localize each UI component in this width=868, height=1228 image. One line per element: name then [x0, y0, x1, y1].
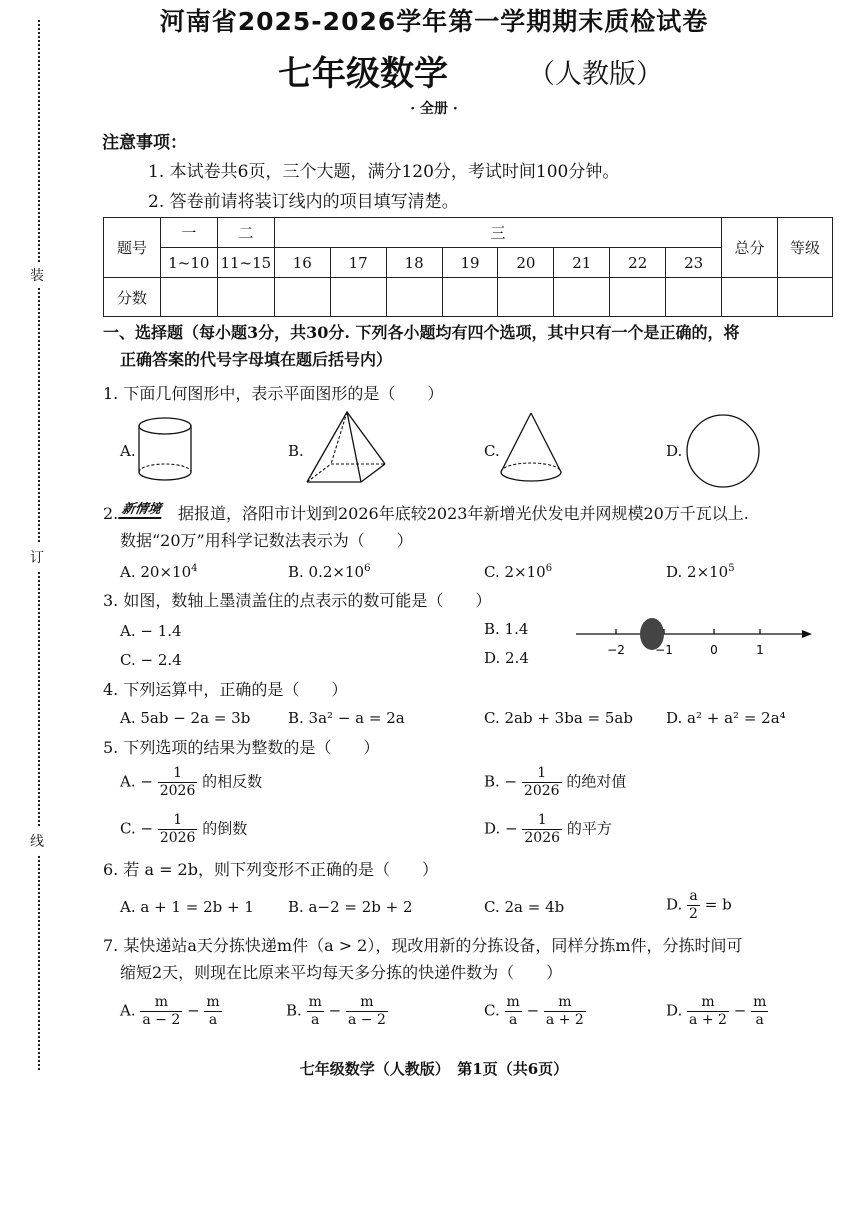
fraction: $\frac{a}{2}$ [689, 888, 698, 922]
q6-option-b: B. a−2 = 2b + 2 [288, 898, 413, 916]
q4-option-c: C. 2ab + 3ba = 5ab [484, 709, 633, 727]
binding-char-ding: 订 [30, 544, 44, 570]
notice-item-1: 1. 本试卷共6页，三个大题，满分120分，考试时间100分钟。 [148, 162, 620, 182]
cylinder-figure [136, 414, 196, 486]
q3-option-b: B. 1.4 [484, 620, 529, 638]
q5-option-d: D. − $\frac{1}{2026}$ 的平方 [484, 812, 612, 846]
q5-option-a: A. − $\frac{1}{2026}$ 的相反数 [120, 765, 263, 799]
score-cell[interactable] [274, 278, 330, 317]
notice-item-2: 2. 答卷前请将装订线内的项目填写清楚。 [148, 192, 459, 212]
row-label-score: 分数 [104, 278, 161, 317]
score-table [103, 217, 833, 317]
q4-option-b: B. 3a² − a = 2a [288, 709, 405, 727]
score-cell[interactable] [160, 278, 217, 317]
edition-label: （人教版） [528, 59, 663, 90]
tick-label-minus2: −2 [607, 643, 625, 657]
page-footer: 七年级数学（人教版） 第1页（共6页） [299, 1060, 569, 1078]
grade-header: 等级 [777, 218, 832, 278]
range-2: 11~15 [217, 248, 274, 278]
volume-label: · 全册 · [410, 101, 458, 117]
q7-option-b: B. $\frac{m}{a}$ − $\frac{m}{a - 2}$ [286, 994, 386, 1028]
q1-option-c: C. [484, 442, 500, 460]
section-2-header: 二 [217, 218, 274, 248]
tick-label-0: 0 [710, 643, 718, 657]
score-cell[interactable] [610, 278, 666, 317]
q7-option-c: C. $\frac{m}{a}$ − $\frac{m}{a + 2}$ [484, 994, 584, 1028]
tick-label-minus1: −1 [655, 643, 673, 657]
q7-stem: 7. 某快递站a天分拣快递m件（a > 2），现改用新的分拣设备，同样分拣m件，分拣时间可 [103, 936, 743, 955]
q2-stem-2: 数据“20万”用科学记数法表示为（ ） [120, 531, 413, 550]
q1-option-d: D. [666, 442, 683, 460]
q3-option-d: D. 2.4 [484, 649, 529, 667]
question-22: 22 [610, 248, 666, 278]
q3-stem: 3. 如图，数轴上墨渍盖住的点表示的数可能是（ ） [103, 591, 492, 610]
score-cell-grade[interactable] [777, 278, 832, 317]
score-cell[interactable] [442, 278, 498, 317]
q5-stem: 5. 下列选项的结果为整数的是（ ） [103, 738, 380, 757]
q5-option-b: B. − $\frac{1}{2026}$ 的绝对值 [484, 765, 627, 799]
q7-option-d: D. $\frac{m}{a + 2}$ − $\frac{m}{a}$ [666, 994, 767, 1028]
q1-option-a: A. [120, 442, 136, 460]
q4-option-a: A. 5ab − 2a = 3b [120, 709, 251, 727]
row-label-question: 题号 [104, 218, 161, 278]
q2-option-d: D. $2\times 10^5$ [666, 563, 735, 581]
q1-stem: 1. 下面几何图形中，表示平面图形的是（ ） [103, 384, 444, 403]
question-20: 20 [498, 248, 554, 278]
fraction: $\frac{1}{2026}$ [159, 812, 196, 846]
score-cell[interactable] [498, 278, 554, 317]
q2-stem: 据报道，洛阳市计划到2026年底较2023年新增光伏发电并网规模20万千瓦以上. [178, 504, 749, 523]
question-18: 18 [386, 248, 442, 278]
q3-option-a: A. − 1.4 [120, 622, 182, 640]
q6-option-d: D. $\frac{a}{2}$ = b [666, 888, 732, 922]
total-header: 总分 [722, 218, 778, 278]
question-21: 21 [554, 248, 610, 278]
new-context-badge: 新情境 [118, 498, 165, 519]
score-cell[interactable] [330, 278, 386, 317]
score-cell[interactable] [554, 278, 610, 317]
section-1-header: 一 [160, 218, 217, 248]
exam-title: 河南省2025-2026学年第一学期期末质检试卷 [159, 7, 709, 36]
binding-char-xian: 线 [30, 828, 44, 854]
question-17: 17 [330, 248, 386, 278]
fraction: $\frac{1}{2026}$ [523, 765, 560, 799]
tick-label-1: 1 [756, 643, 764, 657]
q7-stem-2: 缩短2天，则现在比原来平均每天多分拣的快递件数为（ ） [120, 963, 563, 982]
score-cell[interactable] [217, 278, 274, 317]
subject-title: 七年级数学 [278, 54, 448, 94]
q4-option-d: D. a² + a² = 2a⁴ [666, 709, 786, 727]
q6-option-c: C. 2a = 4b [484, 898, 565, 916]
q5-option-c: C. − $\frac{1}{2026}$ 的倒数 [120, 812, 248, 846]
range-1: 1~10 [160, 248, 217, 278]
q2-number: 2. [103, 504, 119, 523]
pyramid-figure [303, 410, 389, 488]
q2-option-c: C. $2\times 10^6$ [484, 563, 553, 581]
q3-option-c: C. − 2.4 [120, 651, 182, 669]
q6-option-a: A. a + 1 = 2b + 1 [120, 898, 254, 916]
fraction: $\frac{1}{2026}$ [159, 765, 196, 799]
section1-heading: 一、选择题（每小题3分，共30分. 下列各小题均有四个选项，其中只有一个是正确的，将 [103, 323, 740, 342]
score-cell-total[interactable] [722, 278, 778, 317]
circle-figure [684, 412, 762, 490]
number-line-figure [572, 614, 817, 660]
fraction: $\frac{1}{2026}$ [524, 812, 561, 846]
cone-figure [498, 410, 566, 488]
question-19: 19 [442, 248, 498, 278]
q6-stem: 6. 若 a = 2b，则下列变形不正确的是（ ） [103, 860, 438, 879]
q7-option-a: A. $\frac{m}{a - 2}$ − $\frac{m}{a}$ [120, 994, 220, 1028]
q1-option-b: B. [288, 442, 304, 460]
binding-char-zhuang: 装 [30, 262, 44, 288]
q4-stem: 4. 下列运算中，正确的是（ ） [103, 680, 348, 699]
question-23: 23 [666, 248, 722, 278]
section1-heading-2: 正确答案的代号字母填在题后括号内） [120, 350, 393, 369]
score-cell[interactable] [386, 278, 442, 317]
section-3-header: 三 [274, 218, 721, 248]
q2-option-a: A. $20\times 10^4$ [120, 563, 198, 581]
score-cell[interactable] [666, 278, 722, 317]
notice-heading: 注意事项： [102, 133, 187, 153]
question-16: 16 [274, 248, 330, 278]
q2-option-b: B. $0.2\times 10^6$ [288, 563, 371, 581]
